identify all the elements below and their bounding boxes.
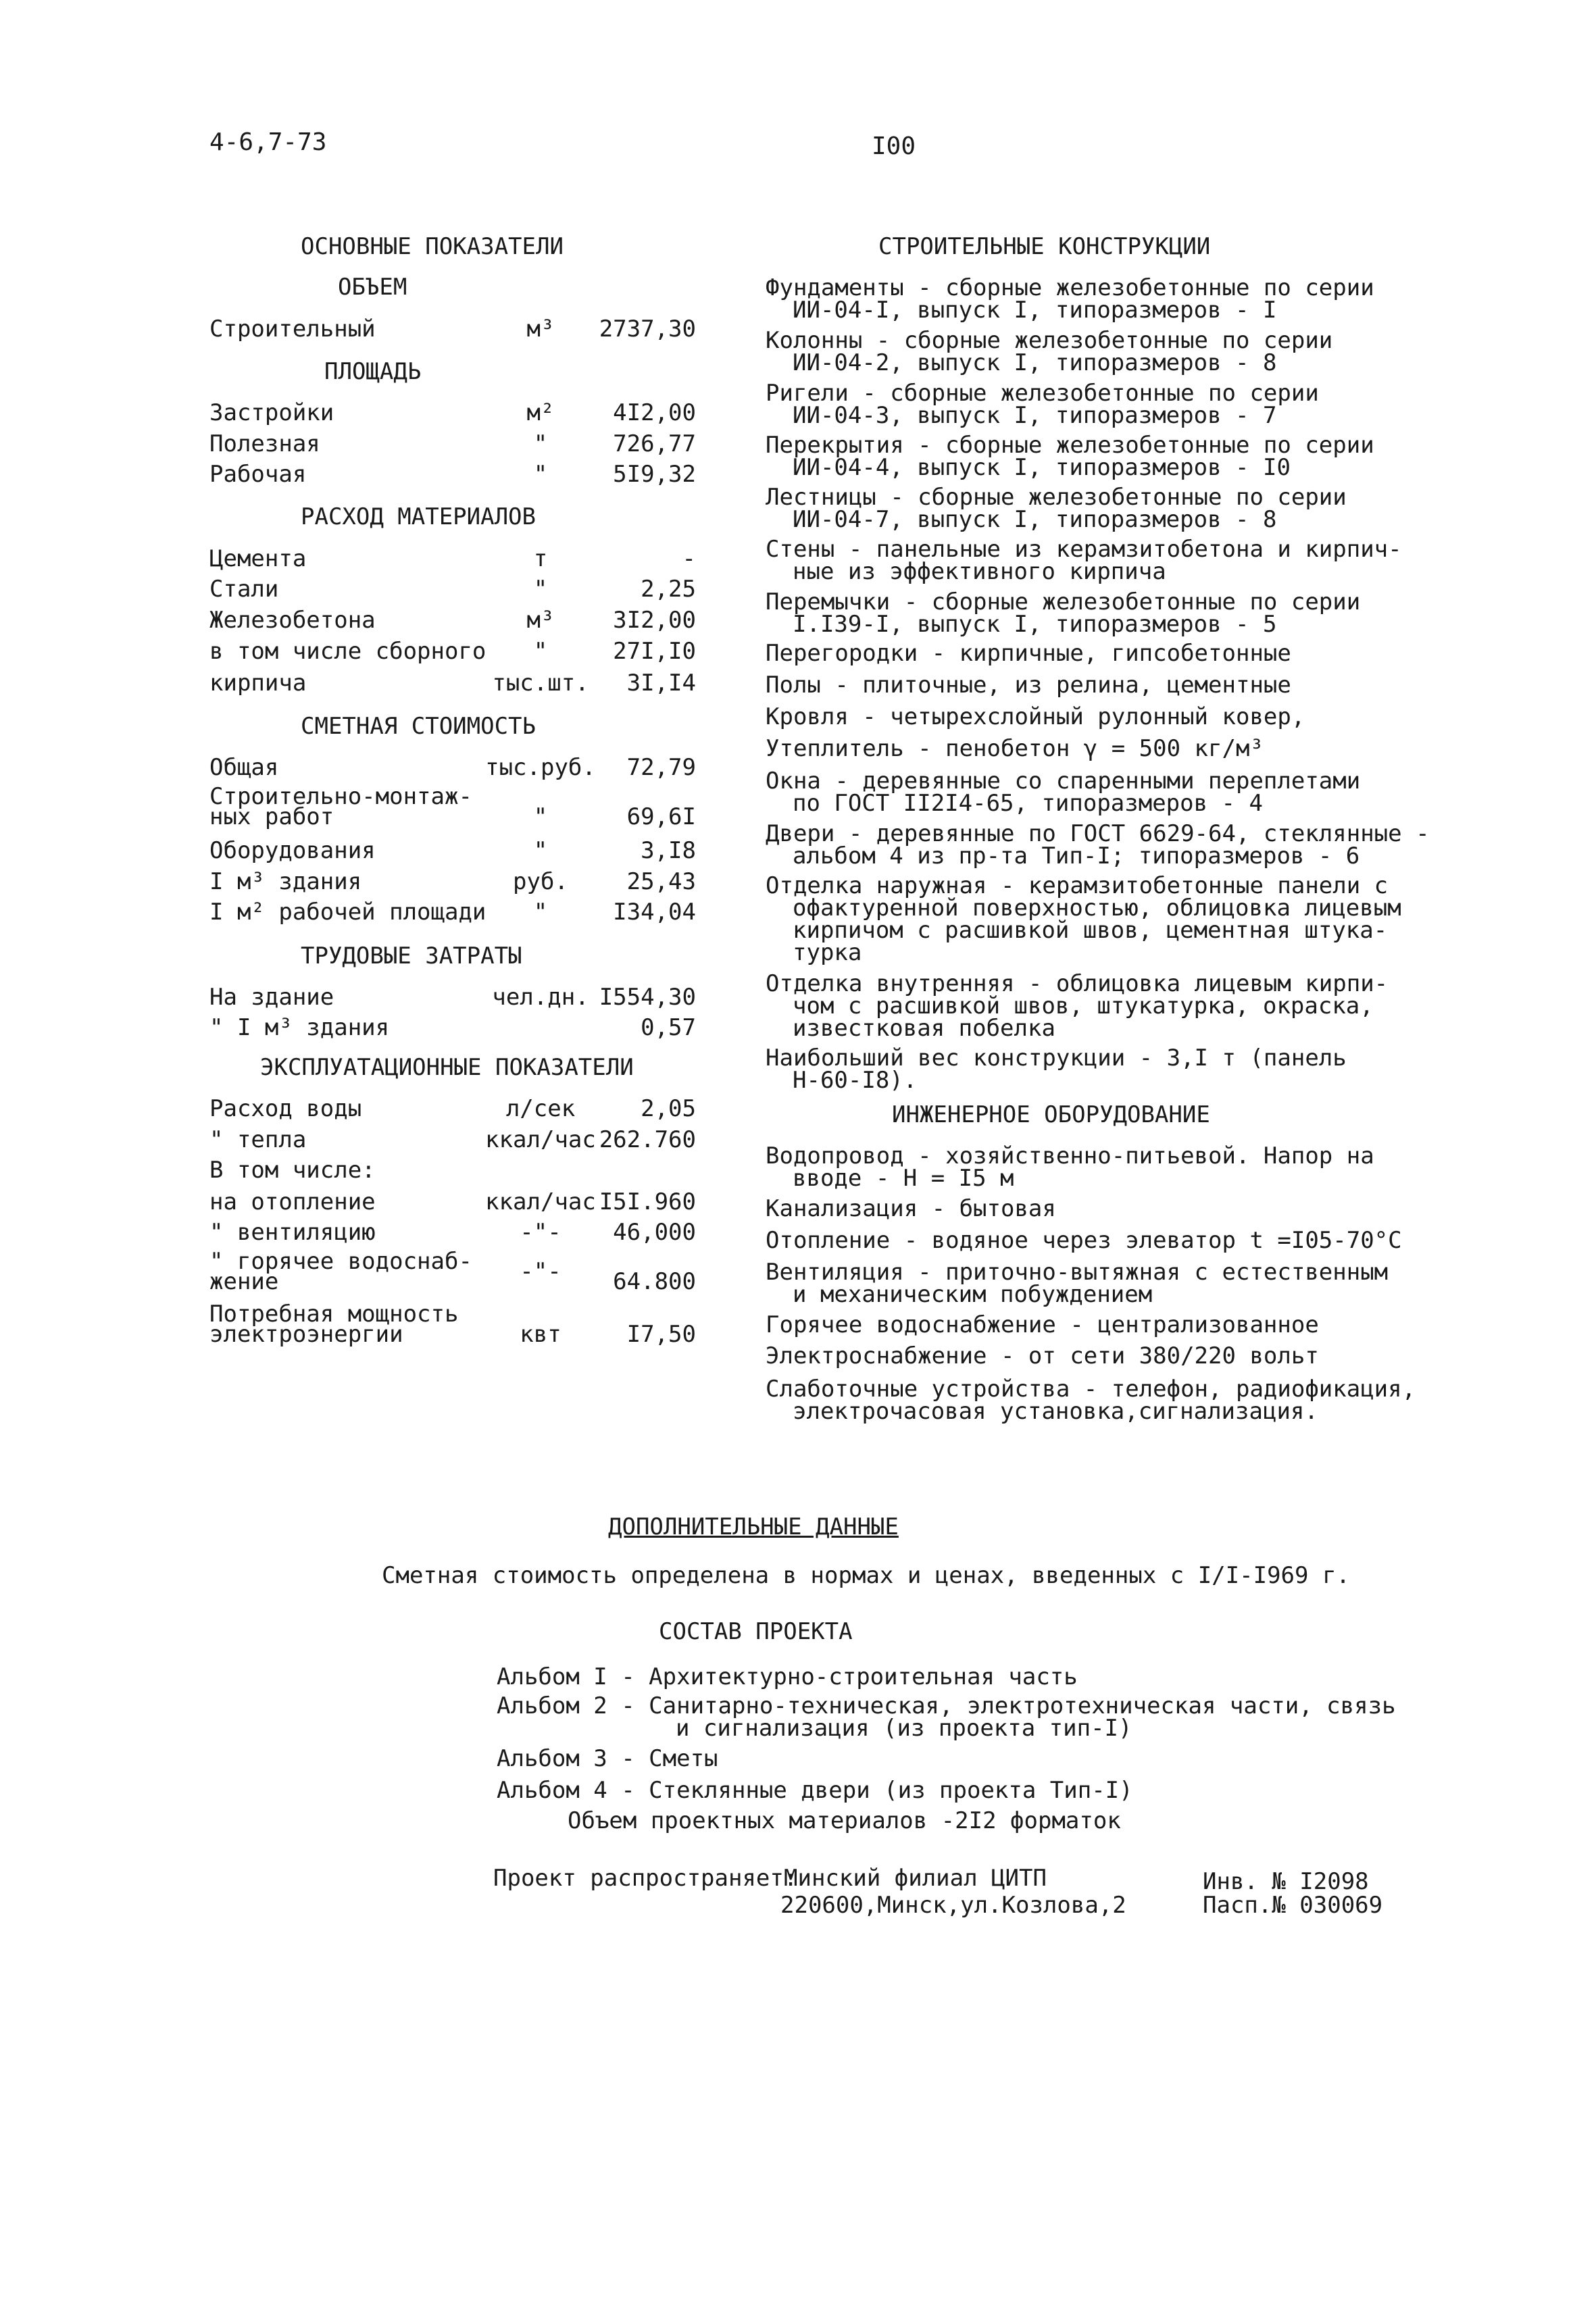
paragraph: Электроснабжение - от сети 380/220 вольт [766,1342,1319,1369]
left-title: ОСНОВНЫЕ ПОКАЗАТЕЛИ [301,233,564,260]
page: 4-6,7-73 I00 ОСНОВНЫЕ ПОКАЗАТЕЛИ ОБЪЕМ Строительный м³ 2737,30 ПЛОЩАДЬ Застройки м² 4I2,00 Полезная " 726,77 Рабочая " 5I9,32 РАСХОД МАТЕРИАЛОВ Цемента т - Стали " 2,25 Железобетона м³ 3I2,00 в том числе сборного " 27I,I0 кирпича тыс.шт. 3I,I4 СМЕТНАЯ СТОИМОСТЬ Общая тыс.руб. 72,79 Строительно-монтаж- ных работ " 69,6I Оборудования " 3,I8 I м³ здания руб. 25,43 I м² рабочей площади " I34,04 ТРУДОВЫЕ ЗАТРАТЫ На здание чел.дн. I554,30 " I м³ здания 0,57 ЭКСПЛУАТАЦИОННЫЕ ПОКАЗАТЕЛИ Расход воды л/сек 2,05 " тепла ккал/час 262.760 В том числе: на отопление ккал/час I5I.960 " вентиляцию -"- 46,000 " горячее водоснаб- жение -"- 64.800 Потребная мощность электроэнергии квт I7,50 СТРОИТЕЛЬНЫЕ КОНСТРУКЦИИ Фундаменты - сборные железобетонные по серии ИИ-04-I, выпуск I, типоразмеров - I Колонны - сборные железобетонные по серии ИИ-04-2, выпуск I, типоразмеров - 8 Ригели - сборные железобетонные по серии ИИ-04-3, выпуск I, типоразмеров - 7 Перекрытия - сборные железобетонные по серии ИИ-04-4, выпуск I, типоразмеров - I0 Лестницы - сборные железобетонные по серии ИИ-04-7, выпуск I, типоразмеров - 8 Стены - панельные из керамзитобетона и кирпич- ные из эффективного кирпича Перемычки - сборные железобетонные по серии I.I39-I, выпуск I, типоразмеров - 5 Перегородки - кирпичные, гипсобетонные Полы - плиточные, из релина, цементные Кровля - четырехслойный рулонный ковер, Утеплитель - пенобетон γ = 500 кг/м³ Окна - деревянные со спаренными переплетами по ГОСТ II2I4-65, типоразмеров - 4 Двери - деревянные по ГОСТ 6629-64, стеклянные - альбом 4 из пр-та Тип-I; типоразмеров - 6 Отделка наружная - керамзитобетонные панели с офактуренной поверхностью, облицовка лицевым кирпичом с расшивкой швов, цементная штука- турка Отделка внутренняя - облицовка лицевым кирпи- чом с расшивкой швов, штукатурка, окраска, известковая побелка Наибольший вес конструкции - 3,I т (панель Н-60-I8). ИНЖЕНЕРНОЕ ОБОРУДОВАНИЕ Водопровод - хозяйственно-питьевой. Напор на вводе - Н = I5 м Канализация - бытовая Отопление - водяное через элеватор t =I05-70°С Вентиляция - приточно-вытяжная с естественным и механическим побуждением Горячее водоснабжение - централизованное Электроснабжение - от сети 380/220 вольт Слаботочные устройства - телефон, радиофикация, электрочасовая установка,сигнализация. ДОПОЛНИТЕЛЬНЫЕ ДАННЫЕ Сметная стоимость определена в нормах и ценах, введенных с I/I-I969 г. СОСТАВ ПРОЕКТА Альбом I - Архитектурно-строительная часть Альбом 2 - Санитарно-техническая, электротехническая части, связь и сигнализация (из проекта тип-I) Альбом 3 - Сметы Альбом 4 - Стеклянные двери (из проекта Тип-I) Объем проектных материалов -2I2 форматок Проект распространяет: Минский филиал ЦИТП 220600,Минск,ул.Козлова,2 Инв. № I2098 Пасп.№ 030069 [0,0,1596,2314]
distributor-label: Проект распространяет: [493,1865,798,1892]
section-title: ТРУДОВЫЕ ЗАТРАТЫ [301,942,522,970]
right-title: СТРОИТЕЛЬНЫЕ КОНСТРУКЦИИ [878,233,1211,260]
section-title: ЭКСПЛУАТАЦИОННЫЕ ПОКАЗАТЕЛИ [260,1054,634,1081]
paragraph: Утеплитель - пенобетон γ = 500 кг/м³ [766,735,1264,762]
paragraph: Стены - панельные из керамзитобетона и кирпич- ные из эффективного кирпича [766,536,1402,585]
paragraph: Канализация - бытовая [766,1195,1056,1222]
page-number: I00 [872,132,916,160]
paragraph: Фундаменты - сборные железобетонные по серии ИИ-04-I, выпуск I, типоразмеров - I [766,274,1374,324]
paragraph: Вентиляция - приточно-вытяжная с естественным и механическим побуждением [766,1259,1389,1308]
paragraph: Наибольший вес конструкции - 3,I т (панель Н-60-I8). [766,1045,1347,1094]
album-item: Альбом 4 - Стеклянные двери (из проекта Тип-I) [497,1777,1133,1804]
section-title: ПЛОЩАДЬ [324,358,422,385]
paragraph: Ригели - сборные железобетонные по серии ИИ-04-3, выпуск I, типоразмеров - 7 [766,380,1319,429]
additional-text: Сметная стоимость определена в нормах и ценах, введенных с I/I-I969 г. [382,1562,1350,1589]
album-item: Альбом I - Архитектурно-строительная часть [497,1663,1078,1690]
composition-title: СОСТАВ ПРОЕКТА [659,1618,853,1645]
paragraph: Слаботочные устройства - телефон, радиофикация, электрочасовая установка,сигнализация. [766,1376,1416,1425]
paragraph: Полы - плиточные, из релина, цементные [766,672,1291,699]
table-row: Потребная мощность электроэнергии квт I7,50 [209,1301,696,1348]
paragraph: Горячее водоснабжение - централизованное [766,1311,1319,1338]
paragraph: Отделка внутренняя - облицовка лицевым кирпи- чом с расшивкой швов, штукатурка, окраска, известковая побелка [766,970,1389,1042]
section-title: ОБЪЕМ [338,274,407,301]
paragraph: Лестницы - сборные железобетонные по серии ИИ-04-7, выпуск I, типоразмеров - 8 [766,484,1347,533]
volume-text: Объем проектных материалов -2I2 форматок [568,1807,1121,1834]
paragraph: Окна - деревянные со спаренными переплетами по ГОСТ II2I4-65, типоразмеров - 4 [766,768,1361,817]
table-row: " горячее водоснаб- жение -"- 64.800 [209,1248,696,1295]
paragraph: Перемычки - сборные железобетонные по серии I.I39-I, выпуск I, типоразмеров - 5 [766,588,1361,638]
engineering-title: ИНЖЕНЕРНОЕ ОБОРУДОВАНИЕ [892,1101,1210,1128]
passport-number: Пасп.№ 030069 [1203,1892,1383,1919]
additional-title: ДОПОЛНИТЕЛЬНЫЕ ДАННЫЕ [608,1513,899,1540]
section-title: РАСХОД МАТЕРИАЛОВ [301,503,536,530]
album-item: Альбом 2 - Санитарно-техническая, электротехническая части, связь [497,1692,1396,1719]
paragraph: Перегородки - кирпичные, гипсобетонные [766,640,1291,667]
paragraph: Колонны - сборные железобетонные по серии ИИ-04-2, выпуск I, типоразмеров - 8 [766,327,1333,376]
distributor-name: Минский филиал ЦИТП [784,1865,1047,1892]
section-title: СМЕТНАЯ СТОИМОСТЬ [301,713,536,740]
paragraph: Отопление - водяное через элеватор t =I05-70°С [766,1227,1402,1254]
paragraph: Перекрытия - сборные железобетонные по серии ИИ-04-4, выпуск I, типоразмеров - I0 [766,432,1374,481]
album-item: Альбом 3 - Сметы [497,1745,718,1772]
paragraph: Водопровод - хозяйственно-питьевой. Напор на вводе - Н = I5 м [766,1142,1374,1192]
document-code: 4-6,7-73 [209,128,327,156]
paragraph: Кровля - четырехслойный рулонный ковер, [766,703,1305,730]
distributor-address: 220600,Минск,ул.Козлова,2 [780,1892,1126,1919]
paragraph: Отделка наружная - керамзитобетонные панели с офактуренной поверхностью, облицовка лицевым кирпичом с расшивкой швов, цементная штука- турка [766,872,1401,966]
album-item-cont: и сигнализация (из проекта тип-I) [676,1715,1132,1742]
inventory-number: Инв. № I2098 [1203,1868,1369,1895]
paragraph: Двери - деревянные по ГОСТ 6629-64, стеклянные - альбом 4 из пр-та Тип-I; типоразмеров - 6 [766,820,1430,870]
table-row: Строительно-монтаж- ных работ " 69,6I [209,783,696,830]
